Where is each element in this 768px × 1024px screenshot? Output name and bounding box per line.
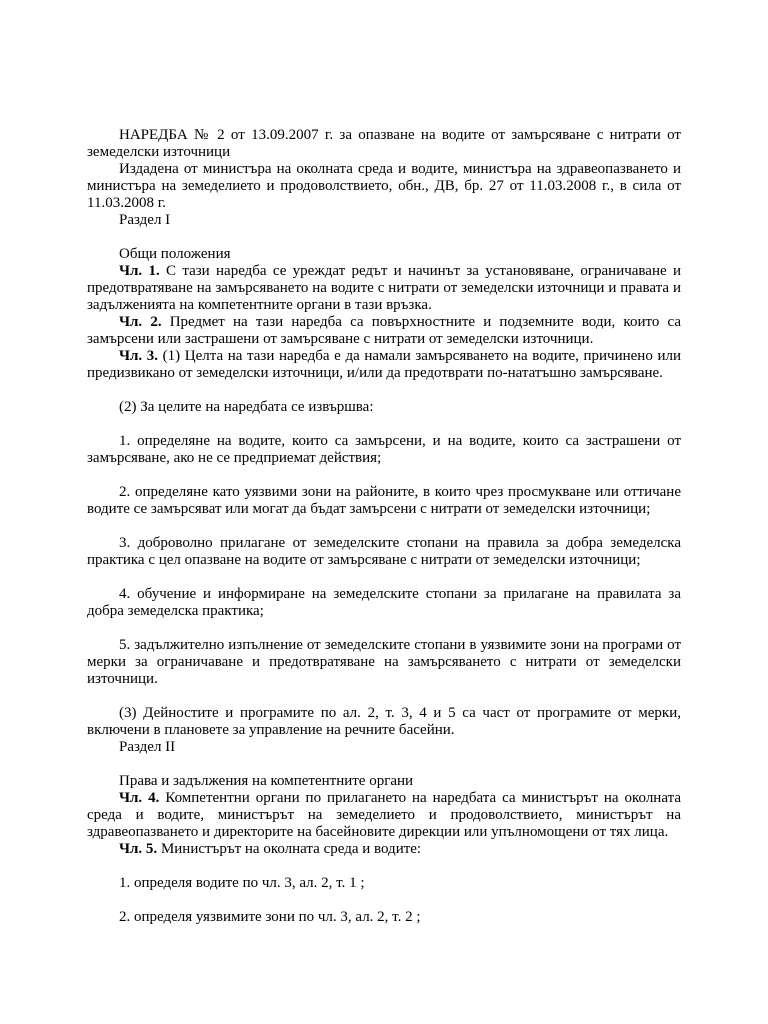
- document-title: НАРЕДБА № 2 от 13.09.2007 г. за опазване на водите от замърсяване с нитрати от земеделски източници: [87, 127, 681, 160]
- article-3-item-2: 2. определяне като уязвими зони на районите, в които чрез просмукване или оттичане водите се замърсяват или могат да бъдат замърсени с нитрати от земеделски източници;: [87, 484, 681, 517]
- article-2-text: Предмет на тази наредба са повърхностните и подземните води, които са замърсени или застрашени от замърсяване с нитрати от земеделски източници.: [87, 314, 681, 347]
- article-5-item-1: 1. определя водите по чл. 3, ал. 2, т. 1 ;: [119, 875, 365, 891]
- issuance-note: Издадена от министъра на околната среда и водите, министъра на здравеопазването и министъра на земеделието и продоволствието, обн., ДВ, бр. 27 от 11.03.2008 г., в сила от 11.03.2008 г.: [87, 161, 681, 211]
- article-2-label: Чл. 2.: [119, 314, 162, 330]
- section-1-label: Раздел I: [119, 212, 171, 228]
- article-5-text: Министърът на околната среда и водите:: [157, 841, 422, 857]
- article-3-item-4: 4. обучение и информиране на земеделските стопани за прилагане на правилата за добра земеделска практика;: [87, 586, 681, 619]
- article-5: [87, 841, 681, 858]
- article-5-label: Чл. 5.: [119, 841, 158, 857]
- article-1-label: Чл. 1.: [119, 263, 160, 279]
- article-3-item-3: 3. доброволно прилагане от земеделските стопани на правила за добра земеделска практика с цел опазване на водите от замърсяване с нитрати от земеделски източници;: [87, 535, 681, 568]
- article-3: [87, 348, 681, 382]
- article-3-label: Чл. 3.: [119, 348, 159, 364]
- article-1: [87, 263, 681, 314]
- article-3-text: (1) Целта на тази наредба е да намали замърсяването на водите, причинено или предизвикано от земеделски източници, и/или да предотврати по-нататъшно замърсяване.: [87, 348, 681, 381]
- section-2-title: Права и задължения на компетентните органи: [119, 773, 414, 789]
- article-4-text: Компетентни органи по прилагането на наредбата са министърът на околната среда и водите, министърът на земеделието и продоволствието, министърът на здравеопазването и директорите на басейновите дирекции или упълномощени от тях лица.: [87, 790, 681, 840]
- article-4: [87, 790, 681, 841]
- article-5-item-2: 2. определя уязвимите зони по чл. 3, ал. 2, т. 2 ;: [119, 909, 421, 925]
- article-4-label: Чл. 4.: [119, 790, 160, 806]
- article-1-text: С тази наредба се уреждат редът и начинът за установяване, ограничаване и предотвратяване на замърсяването на водите с нитрати от земеделски източници и правата и задълженията на компетентните органи в тази връзка.: [87, 263, 681, 313]
- article-3-paragraph-2: (2) За целите на наредбата се извършва:: [119, 399, 374, 415]
- article-3-item-1: 1. определяне на водите, които са замърсени, и на водите, които са застрашени от замърсяване, ако не се предприемат действия;: [87, 433, 681, 466]
- article-3-item-5: 5. задължително изпълнение от земеделските стопани в уязвимите зони на програми от мерки за ограничаване и предотвратяване на замърсяването с нитрати от земеделски източници.: [87, 637, 681, 687]
- article-3-paragraph-3: (3) Дейностите и програмите по ал. 2, т. 3, 4 и 5 са част от програмите от мерки, включени в плановете за управление на речните басейни.: [87, 705, 681, 738]
- section-1-title: Общи положения: [119, 246, 231, 262]
- section-2-label: Раздел II: [119, 739, 176, 755]
- article-2: [87, 314, 681, 348]
- document-body: [87, 127, 681, 926]
